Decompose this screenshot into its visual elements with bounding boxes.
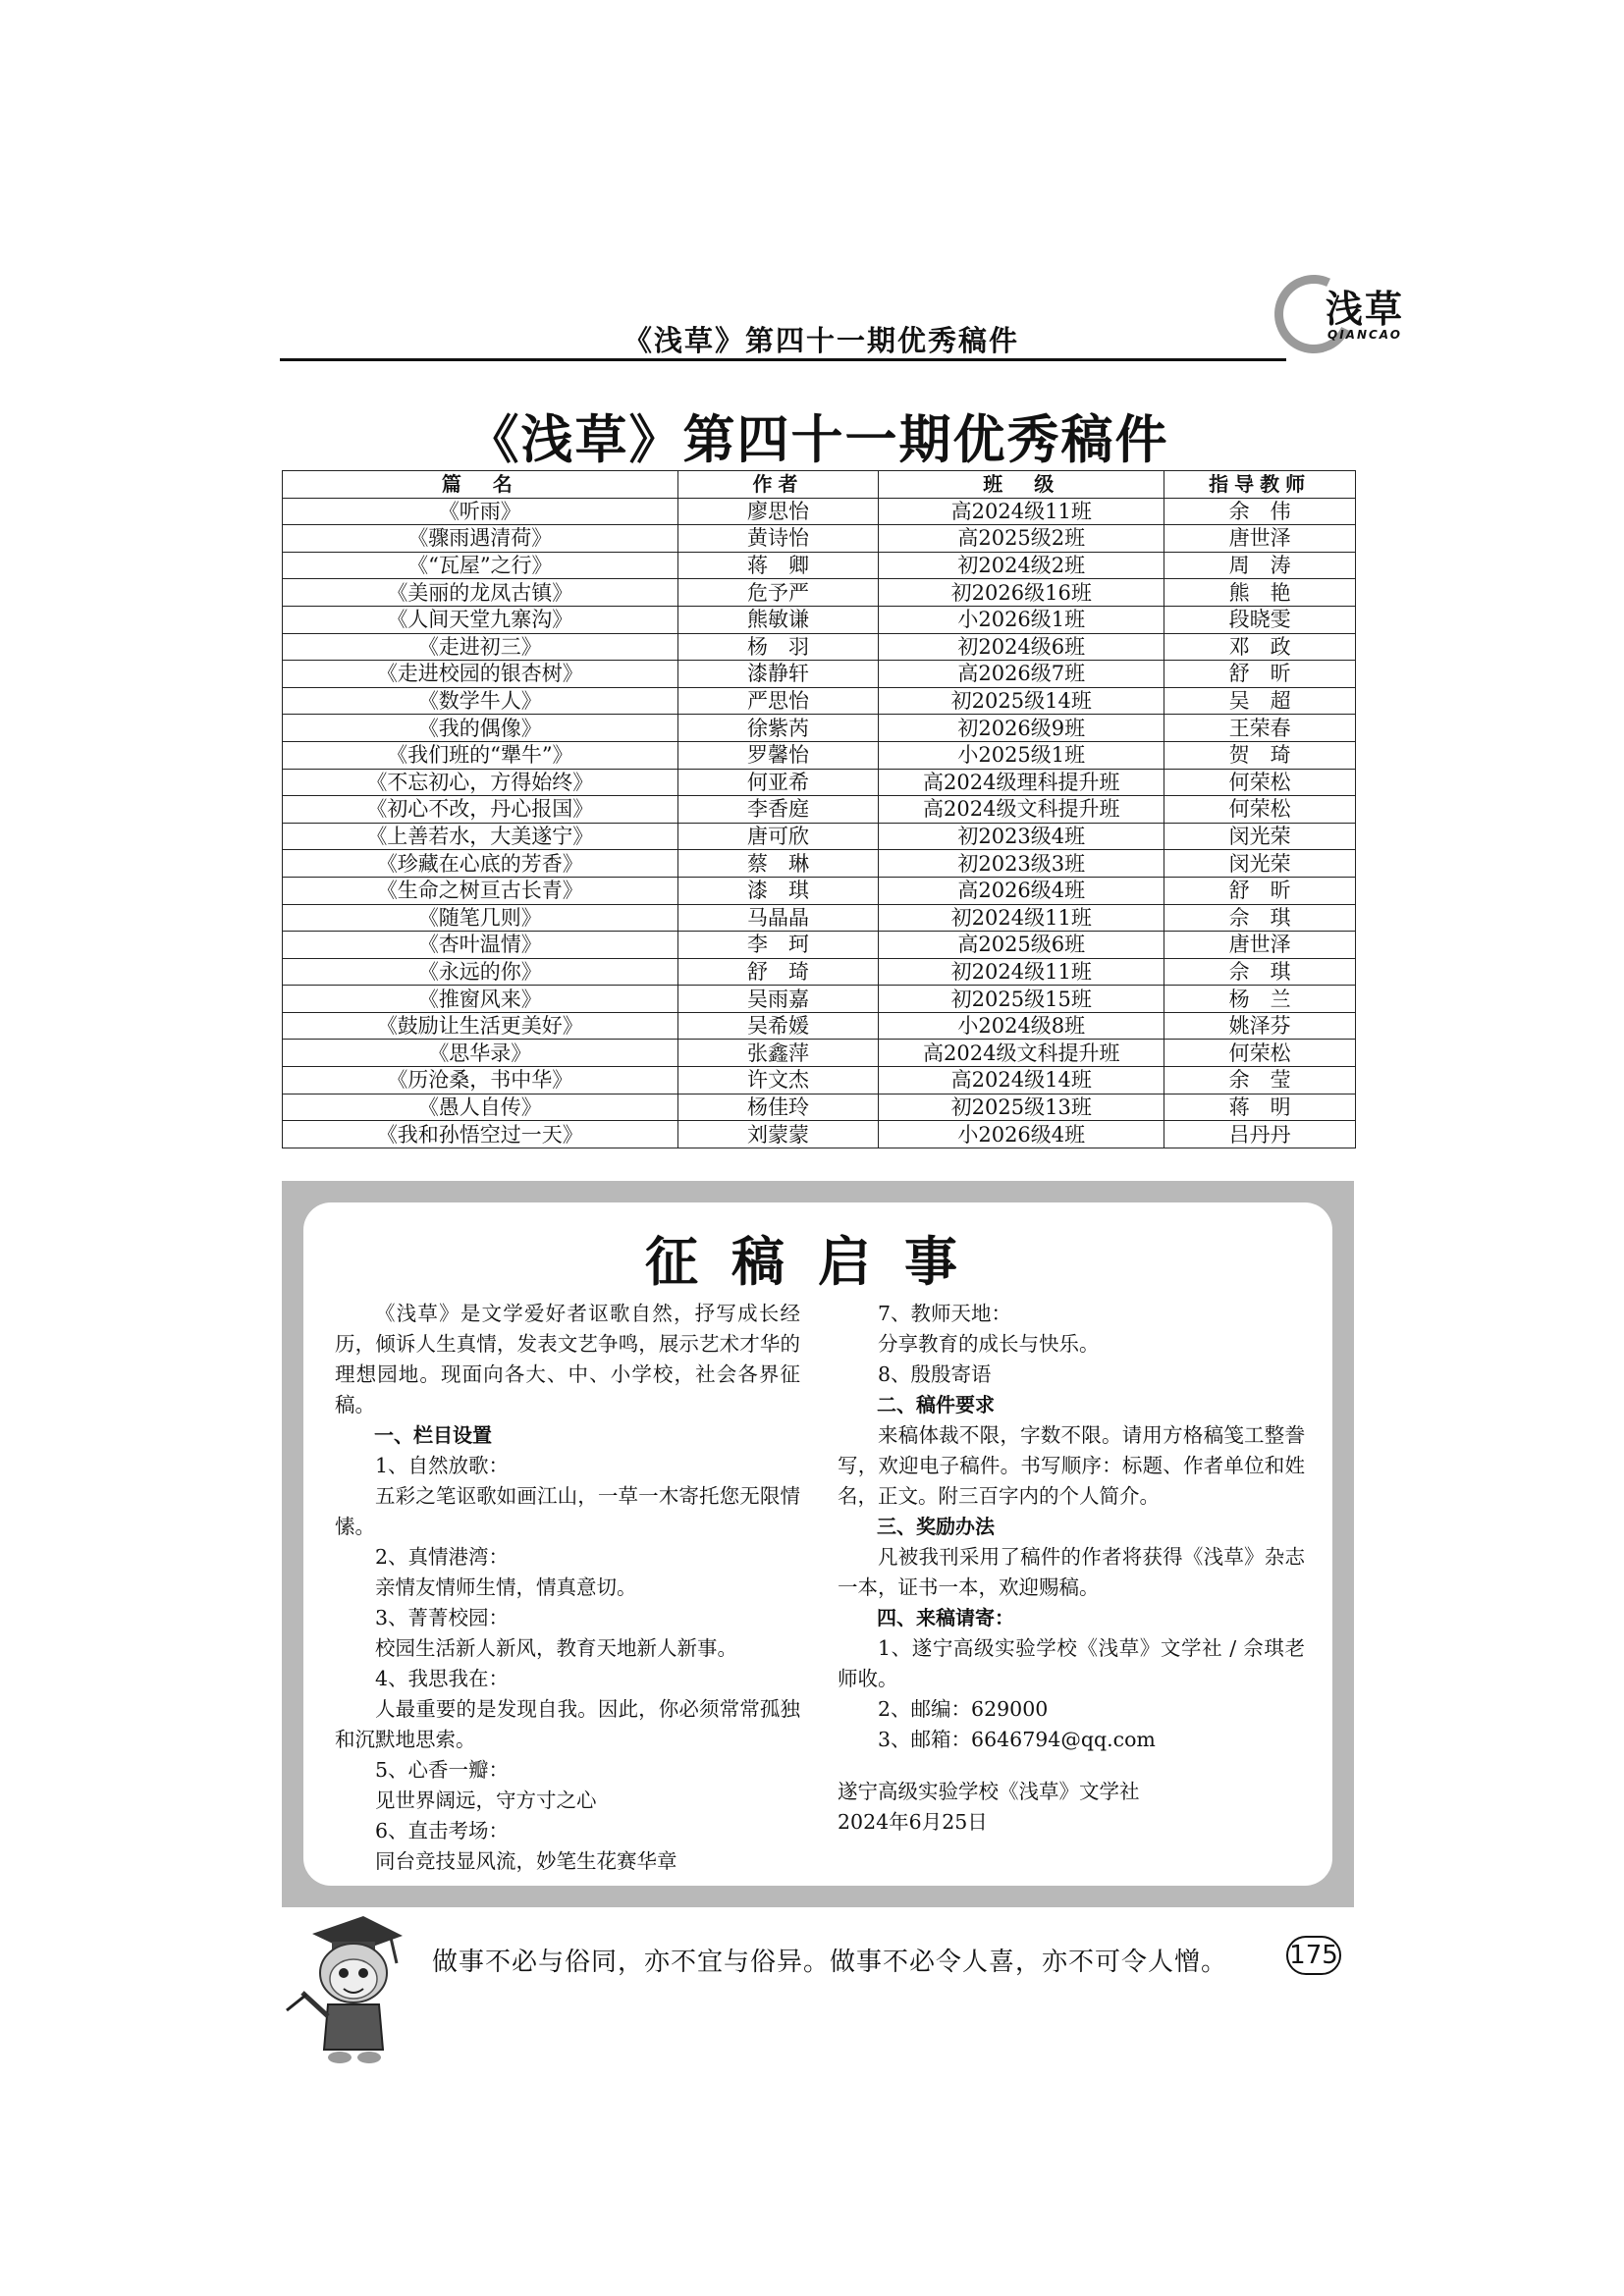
teacher-cell: 舒 昕 (1164, 877, 1356, 904)
logo-subtitle: QIANCAO (1327, 328, 1402, 342)
work-title-cell: 《我的偶像》 (283, 715, 678, 742)
table-row (283, 932, 1356, 959)
section1-heading: 一、栏目设置 (374, 1423, 492, 1447)
work-title-cell: 《走进校园的银杏树》 (283, 661, 678, 688)
teacher-cell: 姚泽芬 (1164, 1012, 1356, 1040)
class-cell: 小2026级1班 (879, 606, 1164, 633)
page-number: 175 (1286, 1936, 1341, 1975)
class-cell: 初2024级11班 (879, 958, 1164, 986)
work-title-cell: 《我们班的“犟牛”》 (283, 741, 678, 769)
table-row (283, 850, 1356, 878)
work-title-cell: 《杏叶温情》 (283, 932, 678, 959)
notice-panel (303, 1202, 1332, 1886)
magazine-logo (1269, 273, 1445, 351)
table-row (283, 1040, 1356, 1067)
teacher-cell: 闵光荣 (1164, 850, 1356, 878)
class-cell: 小2026级4班 (879, 1121, 1164, 1148)
teacher-cell: 唐世泽 (1164, 932, 1356, 959)
table-row (283, 904, 1356, 932)
table-row (283, 498, 1356, 525)
teacher-cell: 余 莹 (1164, 1067, 1356, 1095)
table-row (283, 1067, 1356, 1095)
mascot-graduate-icon (273, 1902, 410, 2069)
column-3-name: 3、菁菁校园： (375, 1606, 510, 1629)
author-cell: 蒋 卿 (677, 552, 879, 579)
table-row (283, 633, 1356, 661)
table-row (283, 958, 1356, 986)
class-cell: 小2024级8班 (879, 1012, 1164, 1040)
author-cell: 杨佳玲 (677, 1094, 879, 1121)
class-cell: 初2026级16班 (879, 579, 1164, 607)
notice-intro: 《浅草》是文学爱好者讴歌自然，抒写成长经历，倾诉人生真情，发表文艺争鸣，展示艺术才华的理想园地。现面向各大、中、小学校，社会各界征稿。 (335, 1302, 800, 1416)
section3-heading: 三、奖励办法 (877, 1515, 995, 1538)
work-title-cell: 《美丽的龙凤古镇》 (283, 579, 678, 607)
table-row (283, 1121, 1356, 1148)
teacher-cell: 佘 琪 (1164, 904, 1356, 932)
works-table (282, 470, 1356, 1148)
class-cell: 高2026级7班 (879, 661, 1164, 688)
table-row (283, 661, 1356, 688)
author-cell: 熊敏谦 (677, 606, 879, 633)
column-5-desc: 见世界阔远，守方寸之心 (375, 1789, 597, 1812)
work-title-cell: 《数学牛人》 (283, 687, 678, 715)
section2-text: 来稿体裁不限，字数不限。请用方格稿笺工整誊写，欢迎电子稿件。书写顺序：标题、作者单位和姓名，正文。附三百字内的个人简介。 (838, 1423, 1305, 1508)
teacher-cell: 吕丹丹 (1164, 1121, 1356, 1148)
class-cell: 初2024级11班 (879, 904, 1164, 932)
class-cell: 高2024级14班 (879, 1067, 1164, 1095)
table-row (283, 1012, 1356, 1040)
work-title-cell: 《听雨》 (283, 498, 678, 525)
running-head-title: 《浅草》第四十一期优秀稿件 (623, 324, 1020, 357)
work-title-cell: 《上善若水，大美遂宁》 (283, 823, 678, 850)
column-1-desc: 五彩之笔讴歌如画江山，一草一木寄托您无限情愫。 (335, 1484, 800, 1538)
work-title-cell: 《随笔几则》 (283, 904, 678, 932)
table-row (283, 769, 1356, 796)
class-cell: 初2024级2班 (879, 552, 1164, 579)
author-cell: 张鑫萍 (677, 1040, 879, 1067)
work-title-cell: 《思华录》 (283, 1040, 678, 1067)
table-row (283, 986, 1356, 1013)
teacher-cell: 佘 琪 (1164, 958, 1356, 986)
class-cell: 高2024级文科提升班 (879, 1040, 1164, 1067)
notice-signature: 遂宁高级实验学校《浅草》文学社 (838, 1780, 1140, 1803)
teacher-cell: 舒 昕 (1164, 661, 1356, 688)
work-title-cell: 《鼓励让生活更美好》 (283, 1012, 678, 1040)
table-header-row (283, 471, 1356, 499)
table-row (283, 796, 1356, 824)
teacher-cell: 闵光荣 (1164, 823, 1356, 850)
column-8-name: 8、殷殷寄语 (878, 1362, 992, 1386)
teacher-cell: 何荣松 (1164, 1040, 1356, 1067)
header-class: 班 级 (879, 471, 1164, 499)
footer-quote: 做事不必与俗同，亦不宜与俗异。做事不必令人喜，亦不可令人憎。 (432, 1948, 1228, 1977)
class-cell: 初2025级15班 (879, 986, 1164, 1013)
table-row (283, 877, 1356, 904)
author-cell: 徐紫芮 (677, 715, 879, 742)
author-cell: 罗馨怡 (677, 741, 879, 769)
teacher-cell: 贺 琦 (1164, 741, 1356, 769)
header-teacher: 指导教师 (1164, 471, 1356, 499)
class-cell: 初2023级3班 (879, 850, 1164, 878)
author-cell: 漆静轩 (677, 661, 879, 688)
teacher-cell: 段晓雯 (1164, 606, 1356, 633)
author-cell: 黄诗怡 (677, 525, 879, 553)
teacher-cell: 蒋 明 (1164, 1094, 1356, 1121)
work-title-cell: 《珍藏在心底的芳香》 (283, 850, 678, 878)
class-cell: 初2025级14班 (879, 687, 1164, 715)
author-cell: 蔡 琳 (677, 850, 879, 878)
column-6-name: 6、直击考场： (375, 1819, 510, 1842)
teacher-cell: 唐世泽 (1164, 525, 1356, 553)
author-cell: 吴雨嘉 (677, 986, 879, 1013)
table-row (283, 525, 1356, 553)
logo-name: 浅草 (1326, 288, 1405, 331)
class-cell: 高2026级4班 (879, 877, 1164, 904)
author-cell: 马晶晶 (677, 904, 879, 932)
teacher-cell: 王荣春 (1164, 715, 1356, 742)
work-title-cell: 《推窗风来》 (283, 986, 678, 1013)
class-cell: 高2024级理科提升班 (879, 769, 1164, 796)
table-row (283, 606, 1356, 633)
work-title-cell: 《人间天堂九寨沟》 (283, 606, 678, 633)
notice-title: 征稿启事 (645, 1230, 991, 1293)
table-row (283, 552, 1356, 579)
author-cell: 危予严 (677, 579, 879, 607)
work-title-cell: 《走进初三》 (283, 633, 678, 661)
column-1-name: 1、自然放歌： (375, 1454, 510, 1477)
class-cell: 小2025级1班 (879, 741, 1164, 769)
notice-date: 2024年6月25日 (838, 1810, 988, 1834)
call-for-submissions (282, 1181, 1354, 1907)
table-row (283, 687, 1356, 715)
header-title: 篇 名 (283, 471, 678, 499)
author-cell: 刘蒙蒙 (677, 1121, 879, 1148)
section4-heading: 四、来稿请寄： (877, 1606, 1014, 1629)
author-cell: 李香庭 (677, 796, 879, 824)
column-4-name: 4、我思我在： (375, 1667, 510, 1690)
work-title-cell: 《历沧桑，书中华》 (283, 1067, 678, 1095)
class-cell: 高2024级文科提升班 (879, 796, 1164, 824)
column-7-name: 7、教师天地： (878, 1302, 1012, 1325)
class-cell: 高2025级6班 (879, 932, 1164, 959)
section3-text: 凡被我刊采用了稿件的作者将获得《浅草》杂志一本，证书一本，欢迎赐稿。 (838, 1545, 1305, 1599)
work-title-cell: 《初心不改，丹心报国》 (283, 796, 678, 824)
column-4-desc: 人最重要的是发现自我。因此，你必须常常孤独和沉默地思索。 (335, 1697, 800, 1751)
class-cell: 初2024级6班 (879, 633, 1164, 661)
page-title: 《浅草》第四十一期优秀稿件 (466, 409, 1169, 470)
class-cell: 初2023级4班 (879, 823, 1164, 850)
column-6-desc: 同台竞技显风流，妙笔生花赛华章 (375, 1849, 677, 1873)
column-7-desc: 分享教育的成长与快乐。 (878, 1332, 1100, 1356)
author-cell: 唐可欣 (677, 823, 879, 850)
mailing-address: 1、遂宁高级实验学校《浅草》文学社 / 佘琪老师收。 (838, 1636, 1305, 1690)
work-title-cell: 《生命之树亘古长青》 (283, 877, 678, 904)
teacher-cell: 何荣松 (1164, 796, 1356, 824)
author-cell: 舒 琦 (677, 958, 879, 986)
teacher-cell: 余 伟 (1164, 498, 1356, 525)
class-cell: 高2024级11班 (879, 498, 1164, 525)
teacher-cell: 杨 兰 (1164, 986, 1356, 1013)
author-cell: 许文杰 (677, 1067, 879, 1095)
table-row (283, 715, 1356, 742)
author-cell: 漆 琪 (677, 877, 879, 904)
header-author: 作者 (677, 471, 879, 499)
work-title-cell: 《我和孙悟空过一天》 (283, 1121, 678, 1148)
column-5-name: 5、心香一瓣： (375, 1758, 510, 1782)
table-row (283, 823, 1356, 850)
author-cell: 廖思怡 (677, 498, 879, 525)
notice-left-column (335, 1299, 800, 1877)
author-cell: 李 珂 (677, 932, 879, 959)
notice-right-column (838, 1299, 1305, 1838)
column-3-desc: 校园生活新人新风，教育天地新人新事。 (375, 1636, 737, 1660)
class-cell: 初2025级13班 (879, 1094, 1164, 1121)
teacher-cell: 何荣松 (1164, 769, 1356, 796)
teacher-cell: 邓 政 (1164, 633, 1356, 661)
section2-heading: 二、稿件要求 (877, 1393, 995, 1416)
column-2-desc: 亲情友情师生情，情真意切。 (375, 1575, 637, 1599)
class-cell: 初2026级9班 (879, 715, 1164, 742)
table-row (283, 579, 1356, 607)
author-cell: 严思怡 (677, 687, 879, 715)
class-cell: 高2025级2班 (879, 525, 1164, 553)
work-title-cell: 《不忘初心，方得始终》 (283, 769, 678, 796)
work-title-cell: 《骤雨遇清荷》 (283, 525, 678, 553)
author-cell: 杨 羽 (677, 633, 879, 661)
teacher-cell: 熊 艳 (1164, 579, 1356, 607)
author-cell: 何亚希 (677, 769, 879, 796)
teacher-cell: 周 涛 (1164, 552, 1356, 579)
table-row (283, 741, 1356, 769)
work-title-cell: 《永远的你》 (283, 958, 678, 986)
author-cell: 吴希媛 (677, 1012, 879, 1040)
work-title-cell: 《愚人自传》 (283, 1094, 678, 1121)
email-address: 3、邮箱：6646794@qq.com (878, 1728, 1156, 1751)
running-head (280, 319, 1286, 361)
teacher-cell: 吴 超 (1164, 687, 1356, 715)
postcode: 2、邮编：629000 (878, 1697, 1049, 1721)
work-title-cell: 《“瓦屋”之行》 (283, 552, 678, 579)
column-2-name: 2、真情港湾： (375, 1545, 510, 1569)
table-row (283, 1094, 1356, 1121)
